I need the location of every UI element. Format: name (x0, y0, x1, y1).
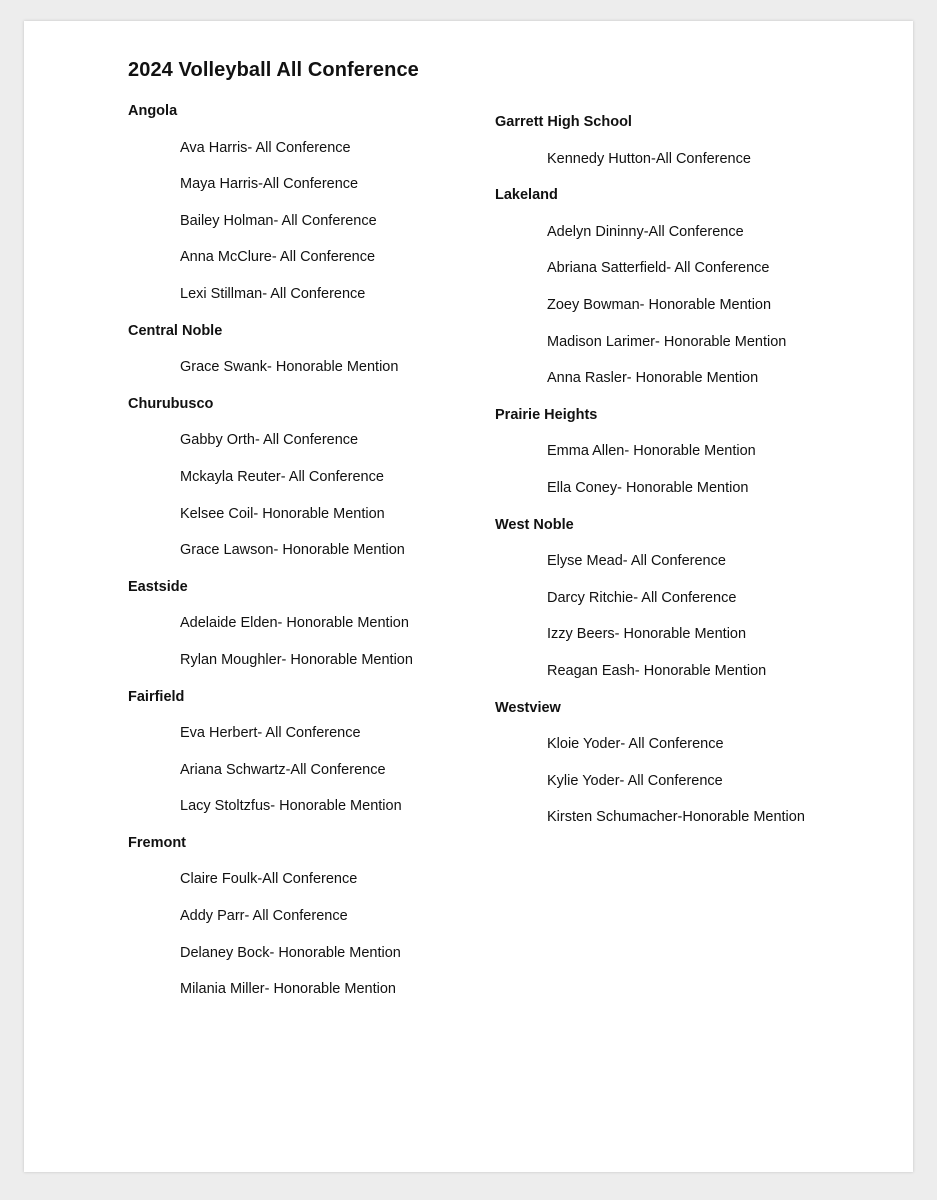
player-entry: Darcy Ritchie- All Conference (547, 589, 737, 606)
player-entry: Lacy Stoltzfus- Honorable Mention (180, 798, 402, 815)
school-heading-central-noble: Central Noble (128, 322, 223, 339)
player-entry: Mckayla Reuter- All Conference (180, 468, 384, 485)
player-entry: Kelsee Coil- Honorable Mention (180, 505, 385, 522)
player-entry: Madison Larimer- Honorable Mention (547, 333, 787, 350)
player-entry: Delaney Bock- Honorable Mention (180, 944, 401, 961)
right-column (495, 114, 875, 846)
left-column (128, 103, 508, 1018)
school-heading-churubusco: Churubusco (128, 395, 214, 412)
player-entry: Lexi Stillman- All Conference (180, 285, 366, 302)
document-page (24, 21, 913, 1172)
school-heading-eastside: Eastside (128, 578, 188, 595)
player-entry: Anna Rasler- Honorable Mention (547, 370, 759, 387)
player-entry: Kennedy Hutton-All Conference (547, 150, 751, 167)
school-heading-fremont: Fremont (128, 834, 186, 851)
player-entry: Milania Miller- Honorable Mention (180, 981, 396, 998)
player-entry: Izzy Beers- Honorable Mention (547, 626, 747, 643)
player-entry: Maya Harris-All Conference (180, 176, 359, 193)
player-entry: Gabby Orth- All Conference (180, 432, 359, 449)
player-entry: Anna McClure- All Conference (180, 249, 376, 266)
player-entry: Claire Foulk-All Conference (180, 871, 358, 888)
player-entry: Bailey Holman- All Conference (180, 212, 377, 229)
player-entry: Reagan Eash- Honorable Mention (547, 662, 767, 679)
player-entry: Elyse Mead- All Conference (547, 553, 726, 570)
document-title: 2024 Volleyball All Conference (128, 59, 419, 81)
player-entry: Addy Parr- All Conference (180, 908, 348, 925)
player-entry: Ariana Schwartz-All Conference (180, 761, 386, 778)
player-entry: Kylie Yoder- All Conference (547, 772, 723, 789)
player-entry: Emma Allen- Honorable Mention (547, 443, 756, 460)
player-entry: Eva Herbert- All Conference (180, 725, 361, 742)
player-entry: Zoey Bowman- Honorable Mention (547, 296, 772, 313)
player-entry: Rylan Moughler- Honorable Mention (180, 651, 413, 668)
player-entry: Ella Coney- Honorable Mention (547, 479, 749, 496)
player-entry: Ava Harris- All Conference (180, 139, 351, 156)
school-heading-prairie-heights: Prairie Heights (495, 406, 598, 423)
school-heading-westview: Westview (495, 699, 561, 716)
school-heading-angola: Angola (128, 103, 178, 119)
school-heading-fairfield: Fairfield (128, 688, 185, 705)
school-heading-lakeland: Lakeland (495, 187, 558, 204)
player-entry: Adelaide Elden- Honorable Mention (180, 615, 409, 632)
school-heading-west-noble: West Noble (495, 516, 574, 533)
player-entry: Kirsten Schumacher-Honorable Mention (547, 809, 805, 826)
school-heading-garrett-high-school: Garrett High School (495, 114, 632, 130)
player-entry: Kloie Yoder- All Conference (547, 736, 724, 753)
player-entry: Grace Swank- Honorable Mention (180, 359, 399, 376)
player-entry: Abriana Satterfield- All Conference (547, 260, 770, 277)
player-entry: Grace Lawson- Honorable Mention (180, 542, 405, 559)
player-entry: Adelyn Dininny-All Conference (547, 223, 744, 240)
